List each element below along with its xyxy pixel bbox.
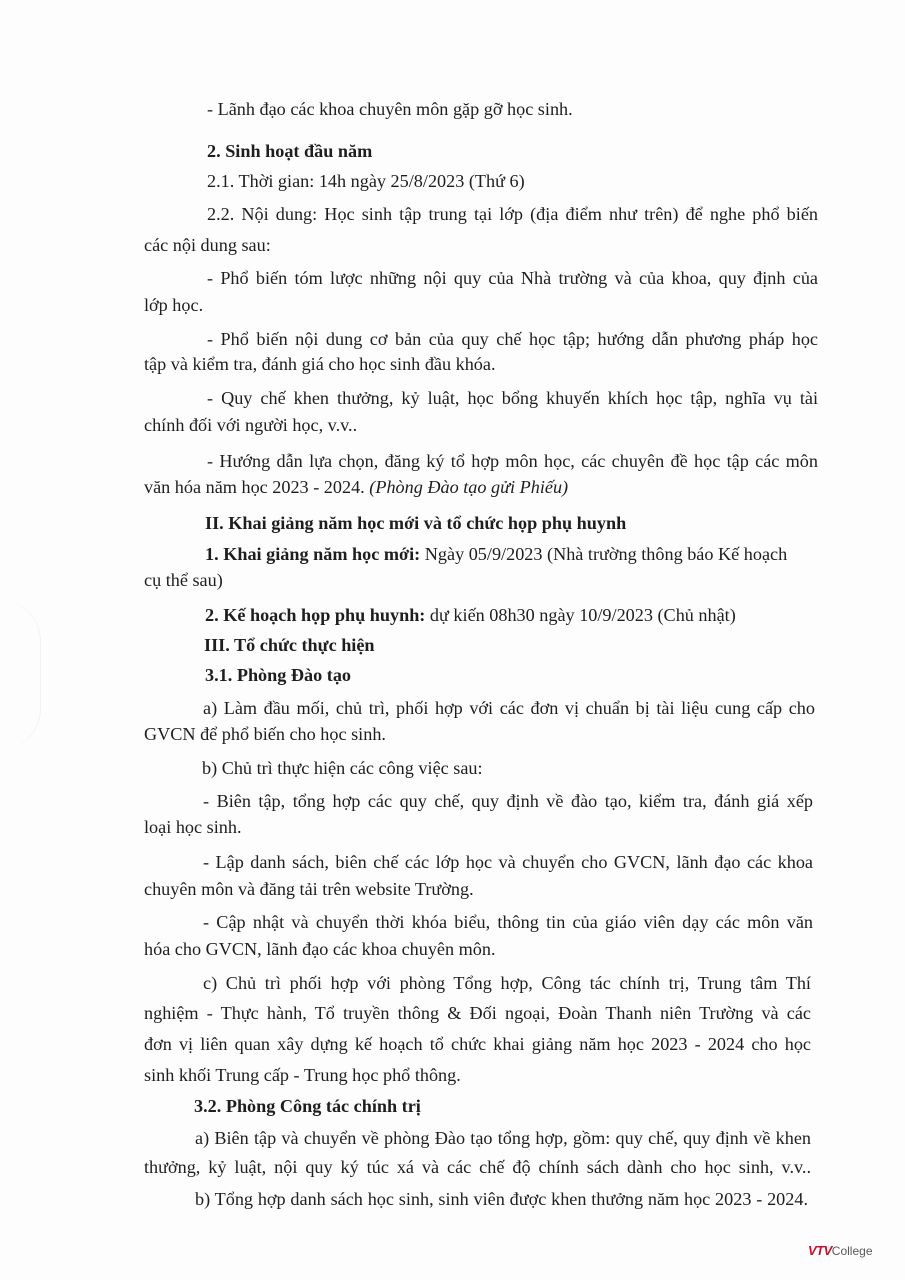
paragraph-line: a) Làm đầu mối, chủ trì, phối hợp với các đơn vị chuẩn bị tài liệu cung cấp cho	[203, 698, 815, 718]
section-heading: 2. Sinh hoạt đầu năm	[207, 141, 373, 161]
paragraph-line	[205, 542, 885, 566]
paragraph-line: - Hướng dẫn lựa chọn, đăng ký tổ hợp môn học, các chuyên đề học tập các môn	[207, 451, 818, 471]
logo-word: College	[831, 1244, 873, 1258]
paragraph-line: sinh khối Trung cấp - Trung học phổ thông.	[144, 1065, 461, 1085]
paragraph-line: nghiệm - Thực hành, Tổ truyền thông & Đối ngoại, Đoàn Thanh niên Trường và các	[144, 1003, 811, 1023]
paragraph-line: các nội dung sau:	[144, 235, 271, 255]
paragraph-line: - Quy chế khen thưởng, kỷ luật, học bổng khuyến khích học tập, nghĩa vụ tài	[207, 388, 818, 408]
paragraph-line: loại học sinh.	[144, 817, 242, 837]
paragraph-text: Ngày 05/9/2023 (Nhà trường thông báo Kế hoạch	[424, 544, 788, 564]
paragraph-line: 2.1. Thời gian: 14h ngày 25/8/2023 (Thứ 6)	[207, 171, 525, 191]
section-heading: III. Tổ chức thực hiện	[204, 635, 375, 655]
paragraph-line: GVCN để phổ biến cho học sinh.	[144, 724, 386, 744]
paragraph-line: hóa cho GVCN, lãnh đạo các khoa chuyên môn.	[144, 939, 496, 959]
vtv-college-logo	[808, 1244, 873, 1258]
paragraph-line: c) Chủ trì phối hợp với phòng Tổng hợp, Công tác chính trị, Trung tâm Thí	[203, 973, 811, 993]
paragraph-line: - Phổ biến tóm lược những nội quy của Nhà trường và của khoa, quy định của	[207, 268, 818, 288]
paragraph-line: - Cập nhật và chuyển thời khóa biểu, thông tin của giáo viên dạy các môn văn	[203, 912, 813, 932]
section-heading: II. Khai giảng năm học mới và tổ chức họp phụ huynh	[205, 513, 627, 533]
paragraph-line: tập và kiểm tra, đánh giá cho học sinh đầu khóa.	[144, 354, 496, 374]
paragraph-line: b) Tổng hợp danh sách học sinh, sinh viên được khen thưởng năm học 2023 - 2024.	[195, 1189, 808, 1209]
italic-note: (Phòng Đào tạo gửi Phiếu)	[369, 477, 569, 497]
paragraph-line: đơn vị liên quan xây dựng kế hoạch tổ chức khai giảng năm học 2023 - 2024 cho học	[144, 1034, 811, 1054]
paragraph-line: - Phổ biến nội dung cơ bản của quy chế học tập; hướng dẫn phương pháp học	[207, 329, 818, 349]
paragraph-line	[144, 475, 824, 499]
paragraph-line: a) Biên tập và chuyển về phòng Đào tạo tổng hợp, gồm: quy chế, quy định về khen	[195, 1128, 811, 1148]
paragraph-line: 2.2. Nội dung: Học sinh tập trung tại lớp (địa điểm như trên) để nghe phổ biến	[207, 204, 818, 224]
paragraph-line: chuyên môn và đăng tải trên website Trường.	[144, 879, 474, 899]
section-heading: 3.1. Phòng Đào tạo	[205, 665, 352, 685]
bold-lead: 2. Kế hoạch họp phụ huynh:	[205, 605, 426, 625]
paragraph-line	[205, 603, 885, 627]
bold-lead: 1. Khai giảng năm học mới:	[205, 544, 421, 564]
paragraph-line: lớp học.	[144, 295, 204, 315]
paragraph-line: b) Chủ trì thực hiện các công việc sau:	[202, 758, 483, 778]
paragraph-line: - Biên tập, tổng hợp các quy chế, quy định về đào tạo, kiểm tra, đánh giá xếp	[203, 791, 813, 811]
scan-artifact	[0, 600, 41, 750]
logo-mark: VTV	[808, 1243, 832, 1258]
paragraph-line: thưởng, kỷ luật, nội quy ký túc xá và các chế độ chính sách dành cho học sinh, v.v..	[144, 1157, 811, 1177]
paragraph-text: dự kiến 08h30 ngày 10/9/2023 (Chủ nhật)	[429, 605, 736, 625]
paragraph-text: văn hóa năm học 2023 - 2024.	[144, 477, 365, 497]
paragraph-line: - Lãnh đạo các khoa chuyên môn gặp gỡ học sinh.	[207, 99, 573, 119]
paragraph-line: chính đối với người học, v.v..	[144, 415, 358, 435]
paragraph-line: cụ thể sau)	[144, 570, 223, 590]
section-heading: 3.2. Phòng Công tác chính trị	[194, 1096, 421, 1116]
paragraph-line: - Lập danh sách, biên chế các lớp học và chuyển cho GVCN, lãnh đạo các khoa	[203, 852, 813, 872]
